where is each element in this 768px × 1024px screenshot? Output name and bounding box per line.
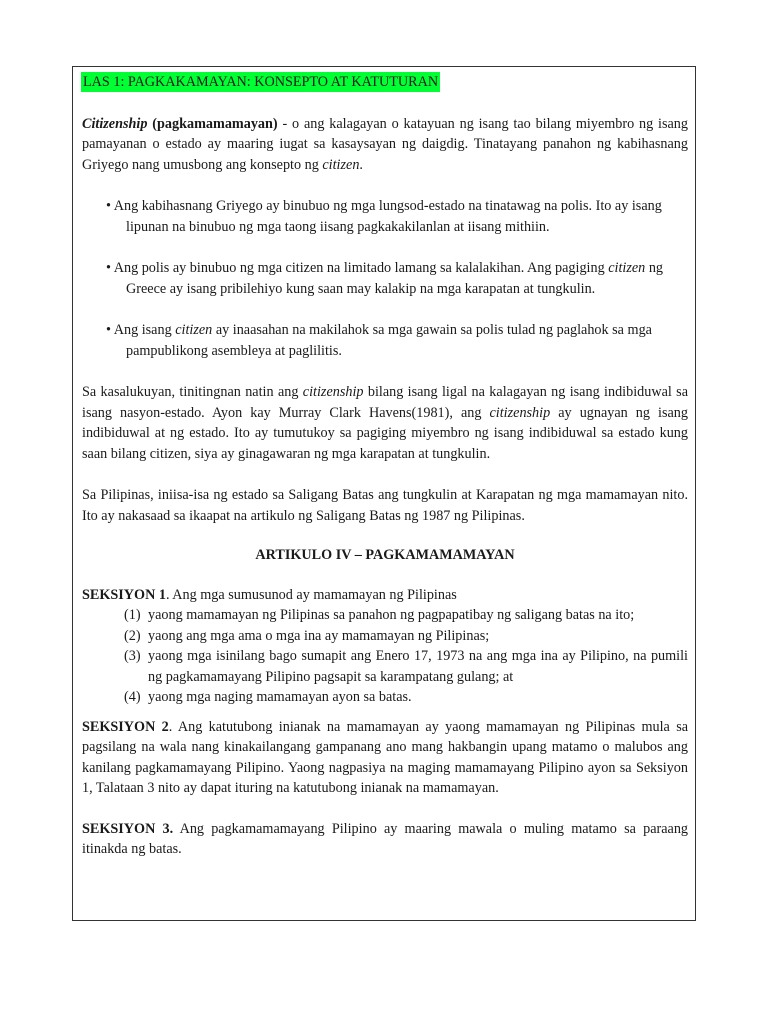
list-item: [82, 687, 688, 708]
intro-end: .: [359, 156, 363, 173]
bullet-2-text-a: Ang polis ay binubuo ng mga citizen na limitado lamang sa kalalakihan. Ang pagiging: [113, 260, 609, 276]
para1-em1: citizenship: [302, 384, 364, 400]
highlighted-title: LAS 1: PAGKAKAMAYAN: KONSEPTO AT KATUTURAN: [83, 74, 439, 90]
title-line: [82, 72, 688, 93]
section-2-label: SEKSIYON 2: [82, 718, 169, 735]
intro-text: - o ang kalagayan o katayuan ng isang tao bilang miyembro ng isang pamayanan o estado ay maaring iugat sa kasaysayan ng daigdig. Tinatayang panahon ng kabihasnang Griyego nang umusbong ang konsepto ng: [82, 115, 688, 173]
list-item-text: yaong mga isinilang bago sumapit ang Enero 17, 1973 na ang mga ina ay Pilipino, na pumili ng pagkamamayang Pilipino pagsapit sa karampatang gulang; at: [148, 648, 688, 685]
list-item: [82, 646, 688, 687]
bullet-2-em: citizen: [608, 260, 646, 276]
section-2: [82, 717, 688, 799]
list-item: [82, 605, 688, 626]
list-item-number: (1): [124, 607, 141, 623]
para1-text-c: ay ugnayan ng isang indibiduwal at ng estado. Ito ay tumutukoy sa pagiging miyembro ng isang indibiduwal sa estado kung saan bilang citizen, siya ay ginagawaran ng mga karapatan at tungkulin.: [82, 404, 688, 462]
section-3: [82, 819, 688, 860]
section-3-label: SEKSIYON 3.: [82, 820, 174, 837]
para1-text-a: Sa kasalukuyan, tinitingnan natin ang: [82, 384, 303, 400]
bullet-1-text: Ang kabihasnang Griyego ay binubuo ng mga lungsod-estado na tinatawag na polis. Ito ay isang lipunan na binubuo ng mga taong iisang pagkakakilanlan at iisang mithiin.: [113, 198, 662, 235]
list-item-text: yaong mamamayan ng Pilipinas sa panahon ng pagpapatibay ng saligang batas na ito;: [148, 607, 635, 623]
para1-text-b: bilang isang ligal na kalagayan ng isang indibiduwal sa isang nasyon-estado. Ayon kay Murray Clark Havens(1981), ang: [82, 384, 688, 421]
intro-term: Citizenship: [82, 115, 148, 132]
document-page: [72, 66, 696, 921]
paragraph-pilipinas: Sa Pilipinas, iniisa-isa ng estado sa Saligang Batas ang tungkulin at Karapatan ng mga mamamayan nito. Ito ay nakasaad sa ikaapat na artikulo ng Saligang Batas ng 1987 ng Pilipinas.: [82, 487, 688, 524]
intro-paragraph: [82, 114, 688, 176]
bullet-2-text-b: ng Greece ay isang pribilehiyo kung saan may kalakip na mga karapatan at tungkulin.: [126, 260, 664, 297]
list-item-number: (2): [124, 627, 141, 644]
section-2-text: . Ang katutubong inianak na mamamayan ay yaong mamamayan ng Pilipinas mula sa pagsilang na wala nang kinakailangang gampanang ano mang hakbangin upang matamo o malubos ang kanilang pagkamamayang Pilipino. Yaong nagpasiya na maging mamamayang Pilipino ayon sa Seksiyon 1, Talataan 3 nito ay dapat ituring na katutubong inianak na mamamayan.: [82, 718, 689, 796]
section-3-text: Ang pagkamamamayang Pilipino ay maaring mawala o muling matamo sa paraang itinakda ng batas.: [82, 820, 689, 857]
list-item: [82, 626, 688, 647]
section-1: [82, 585, 688, 606]
bullet-item-1: • Ang kabihasnang Griyego ay binubuo ng mga lungsod-estado na tinatawag na polis. Ito ay isang lipunan na binubuo ng mga taong iisang pagkakakilanlan at iisang mithiin.: [106, 198, 662, 235]
para1-em2: citizenship: [489, 404, 551, 421]
bullet-item-3: • Ang isang citizen ay inaasahan na makilahok sa mga gawain sa polis tulad ng paglahok sa mga pampublikong asembleya at paglilitis.: [106, 322, 652, 359]
bullet-item-2: • Ang polis ay binubuo ng mga citizen na limitado lamang sa kalalakihan. Ang pagiging citizen ng Greece ay isang pribilehiyo kung saan may kalakip na mga karapatan at tungkulin.: [106, 260, 664, 297]
intro-term-tagalog: (pagkamamamayan): [152, 115, 278, 132]
bullet-3-em: citizen: [175, 322, 213, 338]
section-1-list: [82, 605, 688, 708]
article-heading: ARTIKULO IV – PAGKAMAMAMAYAN: [255, 547, 515, 563]
intro-term2: citizen: [322, 156, 360, 173]
document-content: [82, 72, 688, 860]
list-item-text: yaong ang mga ama o mga ina ay mamamayan ng Pilipinas;: [148, 627, 490, 644]
bullet-3-text-a: Ang isang: [113, 322, 176, 338]
list-item-text: yaong mga naging mamamayan ayon sa batas.: [148, 689, 412, 705]
list-item-number: (4): [124, 689, 141, 705]
section-1-label: SEKSIYON 1: [82, 586, 166, 603]
list-item-number: (3): [124, 648, 141, 664]
section-1-text: . Ang mga sumusunod ay mamamayan ng Pilipinas: [165, 586, 457, 603]
bullet-3-text-b: ay inaasahan na makilahok sa mga gawain sa polis tulad ng paglahok sa mga pampublikong asembleya at paglilitis.: [126, 322, 652, 359]
paragraph-citizenship: [82, 382, 688, 464]
